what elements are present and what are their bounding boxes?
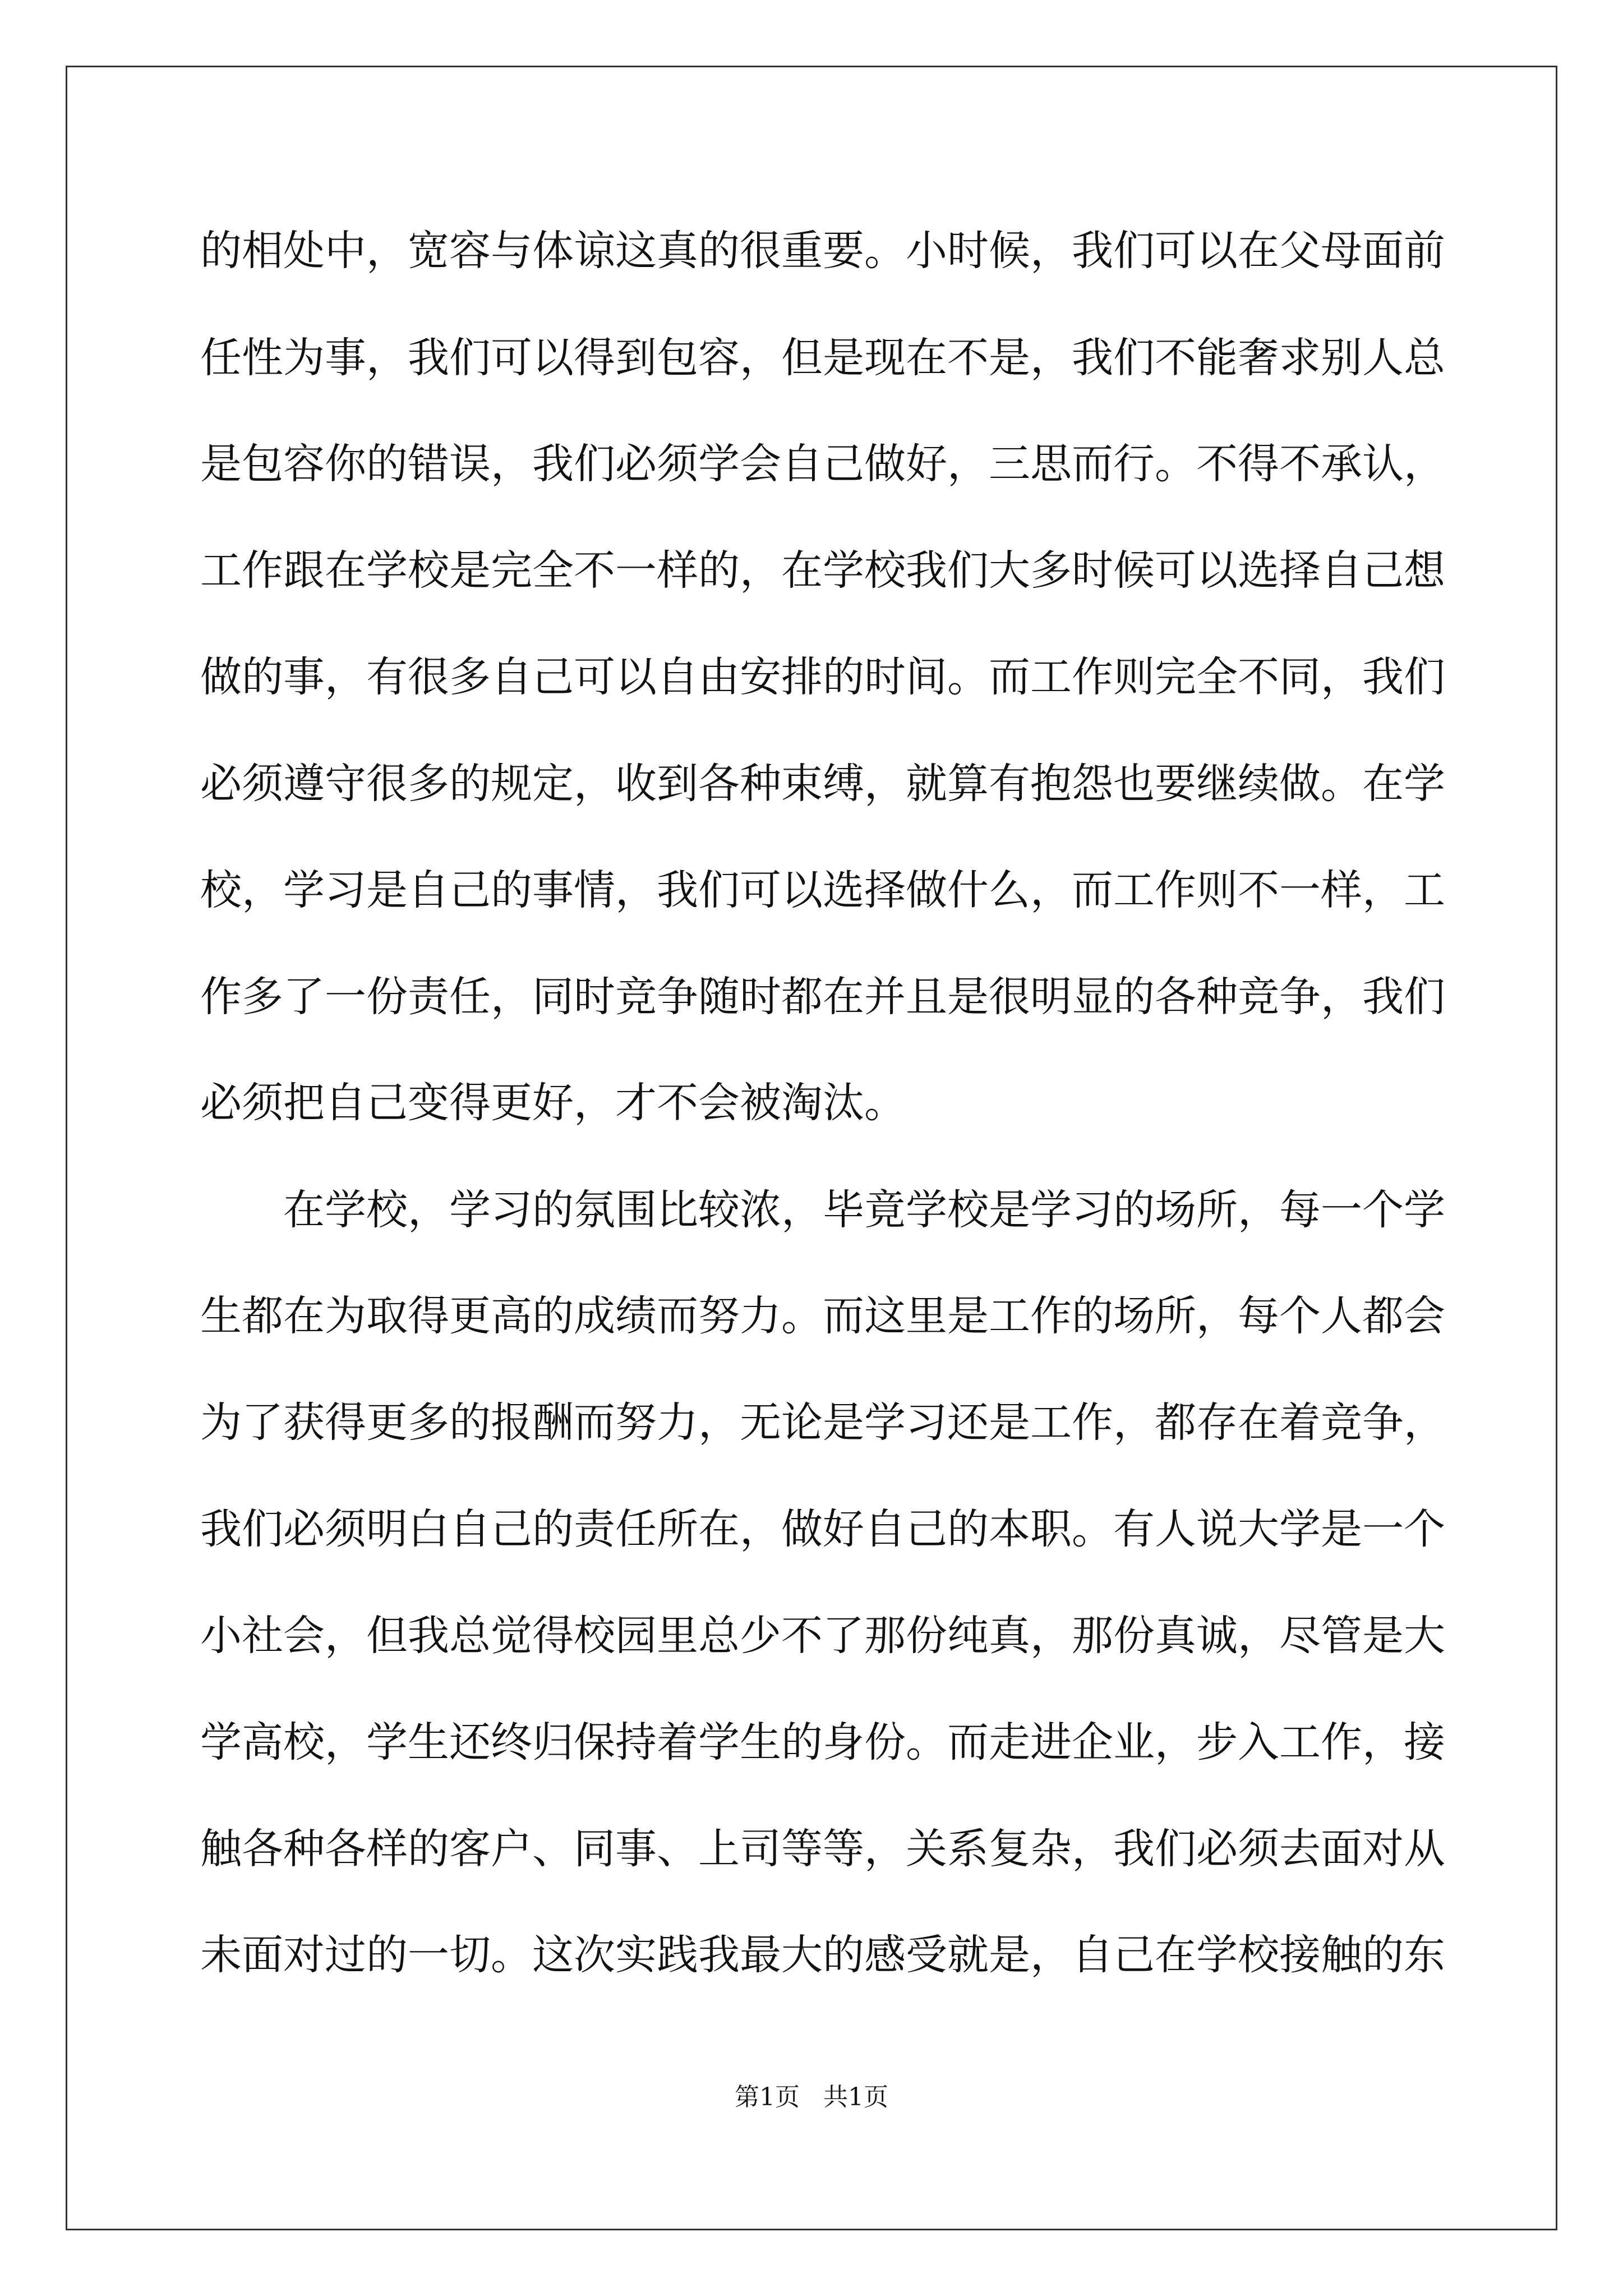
text-line: 必须把自己变得更好，才不会被淘汰。: [200, 1079, 906, 1127]
text-line: 小社会，但我总觉得校园里总少不了那份纯真，那份真诚，尽管是大: [200, 1612, 1445, 1660]
text-line: 为了获得更多的报酬而努力，无论是学习还是工作，都存在着竞争，: [200, 1398, 1445, 1447]
text-line: 任性为事，我们可以得到包容，但是现在不是，我们不能奢求别人总: [200, 334, 1445, 382]
paragraph-start-line: 在学校，学习的氛围比较浓，毕竟学校是学习的场所，每一个学: [283, 1186, 1445, 1234]
text-line: 是包容你的错误，我们必须学会自己做好，三思而行。不得不承认，: [200, 440, 1445, 488]
text-line: 工作跟在学校是完全不一样的，在学校我们大多时候可以选择自己想: [200, 546, 1445, 595]
text-line: 未面对过的一切。这次实践我最大的感受就是，自己在学校接触的东: [200, 1931, 1445, 1979]
text-line: 触各种各样的客户、同事、上司等等，关系复杂，我们必须去面对从: [200, 1825, 1445, 1873]
text-line: 的相处中，宽容与体谅这真的很重要。小时候，我们可以在父母面前: [200, 227, 1445, 275]
text-line: 做的事，有很多自己可以自由安排的时间。而工作则完全不同，我们: [200, 653, 1445, 701]
text-line: 生都在为取得更高的成绩而努力。而这里是工作的场所，每个人都会: [200, 1292, 1445, 1340]
text-line: 我们必须明白自己的责任所在，做好自己的本职。有人说大学是一个: [200, 1505, 1445, 1553]
text-line: 学高校，学生还终归保持着学生的身份。而走进企业，步入工作，接: [200, 1718, 1445, 1766]
text-line: 作多了一份责任，同时竞争随时都在并且是很明显的各种竞争，我们: [200, 973, 1445, 1021]
text-line: 必须遵守很多的规定，收到各种束缚，就算有抱怨也要继续做。在学: [200, 760, 1445, 808]
page-footer: 第1页 共1页: [735, 2083, 888, 2111]
text-line: 校，学习是自己的事情，我们可以选择做什么，而工作则不一样，工: [200, 866, 1445, 914]
